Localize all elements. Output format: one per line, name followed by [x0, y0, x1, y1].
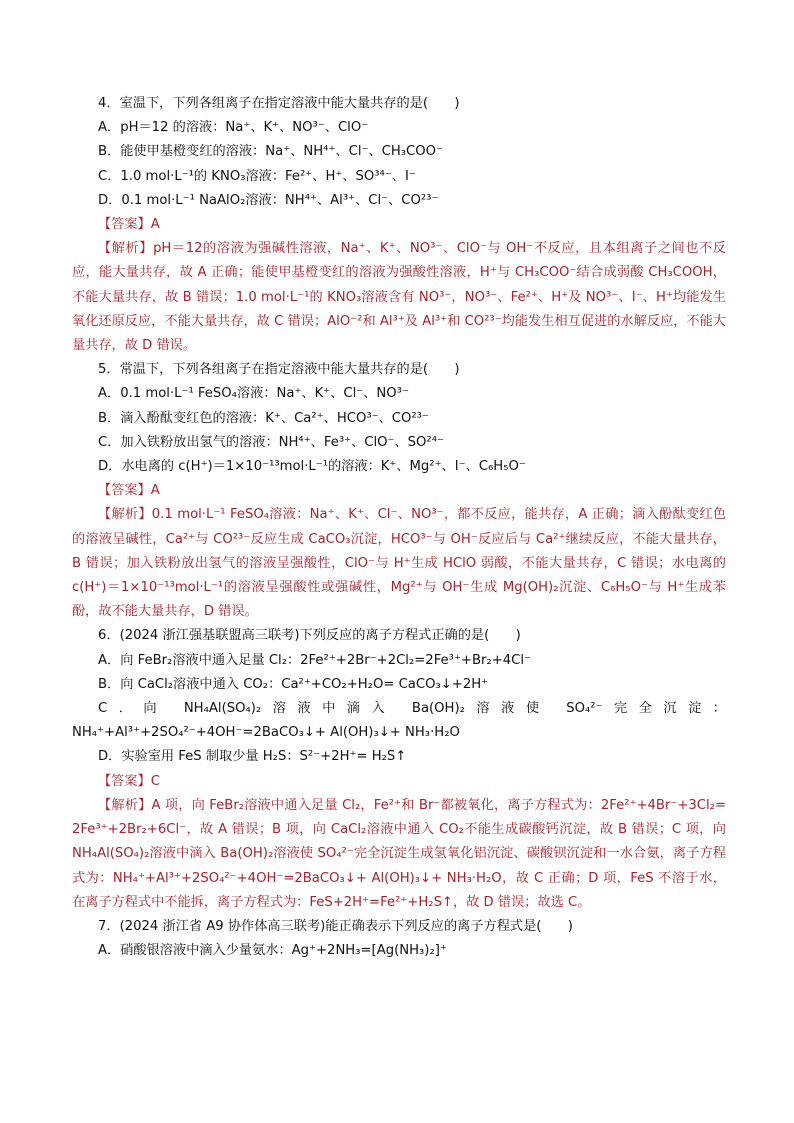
question-4-option-a: A．pH＝12 的溶液：Na⁺、K⁺、NO³⁻、ClO⁻: [98, 120, 369, 136]
question-5-answer: 【答案】A: [98, 483, 160, 499]
question-5-stem: 5．常温下，下列各组离子在指定溶液中能大量共存的是( ): [98, 362, 460, 378]
analysis-text: pH＝12的溶液为强碱性溶液，Na⁺、K⁺、NO³⁻、ClO⁻与 OH⁻不反应，且本组离子之间也不反应，能大量共存，故 A 正确；能使甲基橙变红的溶液为强酸性溶液，H⁺与 CH₃COO⁻结合成弱酸 CH₃COOH，不能大量共存，故 B 错误；1.0 mol·L⁻¹的 KNO₃溶液含有 NO³⁻，NO³⁻、Fe²⁺、H⁺及 NO³⁻、I⁻、H⁺均能发生氧化还原反应，不能大量共存，故 C 错误；AlO⁻²和 Al³⁺及 Al³⁺和 CO²³⁻均能发生相互促进的水解反应，不能大量共存，故 D 错误。: [72, 241, 726, 354]
analysis-label: 【解析】: [98, 507, 152, 523]
question-5-analysis: [72, 503, 726, 624]
question-5-option-b: B．滴入酚酞变红色的溶液：K⁺、Ca²⁺、HCO³⁻、CO²³⁻: [98, 410, 429, 426]
question-5-option-a: A．0.1 mol·L⁻¹ FeSO₄溶液：Na⁺、K⁺、Cl⁻、NO³⁻: [98, 386, 409, 402]
analysis-text: 0.1 mol·L⁻¹ FeSO₄溶液：Na⁺、K⁺、Cl⁻、NO³⁻，都不反应，能共存，A 正确；滴入酚酞变红色的溶液呈碱性，Ca²⁺与 CO²³⁻反应生成 CaCO₃沉淀，HCO³⁻与 OH⁻反应后与 Ca²⁺继续反应，不能大量共存，B 错误；加入铁粉放出氢气的溶液呈强酸性，ClO⁻与 H⁺生成 HClO 弱酸，不能大量共存，C 错误；水电离的 c(H⁺)＝1×10⁻¹³mol·L⁻¹的溶液呈强酸性或强碱性，Mg²⁺与 OH⁻生成 Mg(OH)₂沉淀、C₆H₅O⁻与 H⁺生成苯酚，故不能大量共存，D 错误。: [72, 507, 727, 620]
question-4-stem: 4．室温下，下列各组离子在指定溶液中能大量共存的是( ): [98, 96, 460, 111]
question-6-option-a: A．向 FeBr₂溶液中通入足量 Cl₂：2Fe²⁺+2Br⁻+2Cl₂=2Fe³⁺+Br₂+4Cl⁻: [98, 652, 531, 668]
question-4-analysis: [72, 237, 726, 358]
question-7-option-a: A．硝酸银溶液中滴入少量氨水：Ag⁺+2NH₃=[Ag(NH₃)₂]⁺: [98, 943, 447, 959]
analysis-label: 【解析】: [98, 797, 152, 813]
question-6-option-d: D．实验室用 FeS 制取少量 H₂S：S²⁻+2H⁺= H₂S↑: [98, 749, 407, 765]
question-6-option-c: C．向 NH₄Al(SO₄)₂溶液中滴入 Ba(OH)₂溶液使 SO₄²⁻完全沉淀：NH₄⁺+Al³⁺+2SO₄²⁻+4OH⁻=2BaCO₃↓+ Al(OH)₃↓+ NH₃·H₂O: [72, 701, 726, 741]
document-page: [72, 92, 726, 963]
question-6-stem: 6．(2024 浙江强基联盟高三联考)下列反应的离子方程式正确的是( ): [98, 628, 521, 644]
question-7-stem: 7．(2024 浙江省 A9 协作体高三联考)能正确表示下列反应的离子方程式是( ): [98, 918, 573, 934]
analysis-label: 【解析】: [98, 241, 154, 257]
question-6-analysis: [72, 794, 726, 915]
question-6-option-b: B．向 CaCl₂溶液中通入 CO₂：Ca²⁺+CO₂+H₂O= CaCO₃↓+2H⁺: [98, 676, 489, 692]
question-4-answer: 【答案】A: [98, 217, 160, 233]
question-4-option-c: C．1.0 mol·L⁻¹的 KNO₃溶液：Fe²⁺、H⁺、SO³⁴⁻、I⁻: [98, 168, 416, 184]
analysis-text: A 项，向 FeBr₂溶液中通入足量 Cl₂，Fe²⁺和 Br⁻都被氧化，离子方程式为：2Fe²⁺+4Br⁻+3Cl₂= 2Fe³⁺+2Br₂+6Cl⁻，故 A 错误；B 项，向 CaCl₂溶液中通入 CO₂不能生成碳酸钙沉淀，故 B 错误；C 项，向 NH₄Al(SO₄)₂溶液中滴入 Ba(OH)₂溶液使 SO₄²⁻完全沉淀生成氢氧化铝沉淀、碳酸钡沉淀和一水合氨，离子方程式为：NH₄⁺+Al³⁺+2SO₄²⁻+4OH⁻=2BaCO₃↓+ Al(OH)₃↓+ NH₃·H₂O，故 C 正确；D 项，FeS 不溶于水，在离子方程式中不能拆，离子方程式为：FeS+2H⁺=Fe²⁺+H₂S↑，故 D 错误；故选 C。: [72, 797, 727, 910]
question-4-option-b: B．能使甲基橙变红的溶液：Na⁺、NH⁴⁺、Cl⁻、CH₃COO⁻: [98, 144, 443, 160]
question-5-option-d: D．水电离的 c(H⁺)＝1×10⁻¹³mol·L⁻¹的溶液：K⁺、Mg²⁺、I⁻、C₆H₅O⁻: [98, 459, 526, 475]
question-4-option-d: D．0.1 mol·L⁻¹ NaAlO₂溶液：NH⁴⁺、Al³⁺、Cl⁻、CO²³⁻: [98, 192, 439, 208]
question-5-option-c: C．加入铁粉放出氢气的溶液：NH⁴⁺、Fe³⁺、ClO⁻、SO²⁴⁻: [98, 434, 444, 450]
question-6-answer: 【答案】C: [98, 773, 160, 789]
